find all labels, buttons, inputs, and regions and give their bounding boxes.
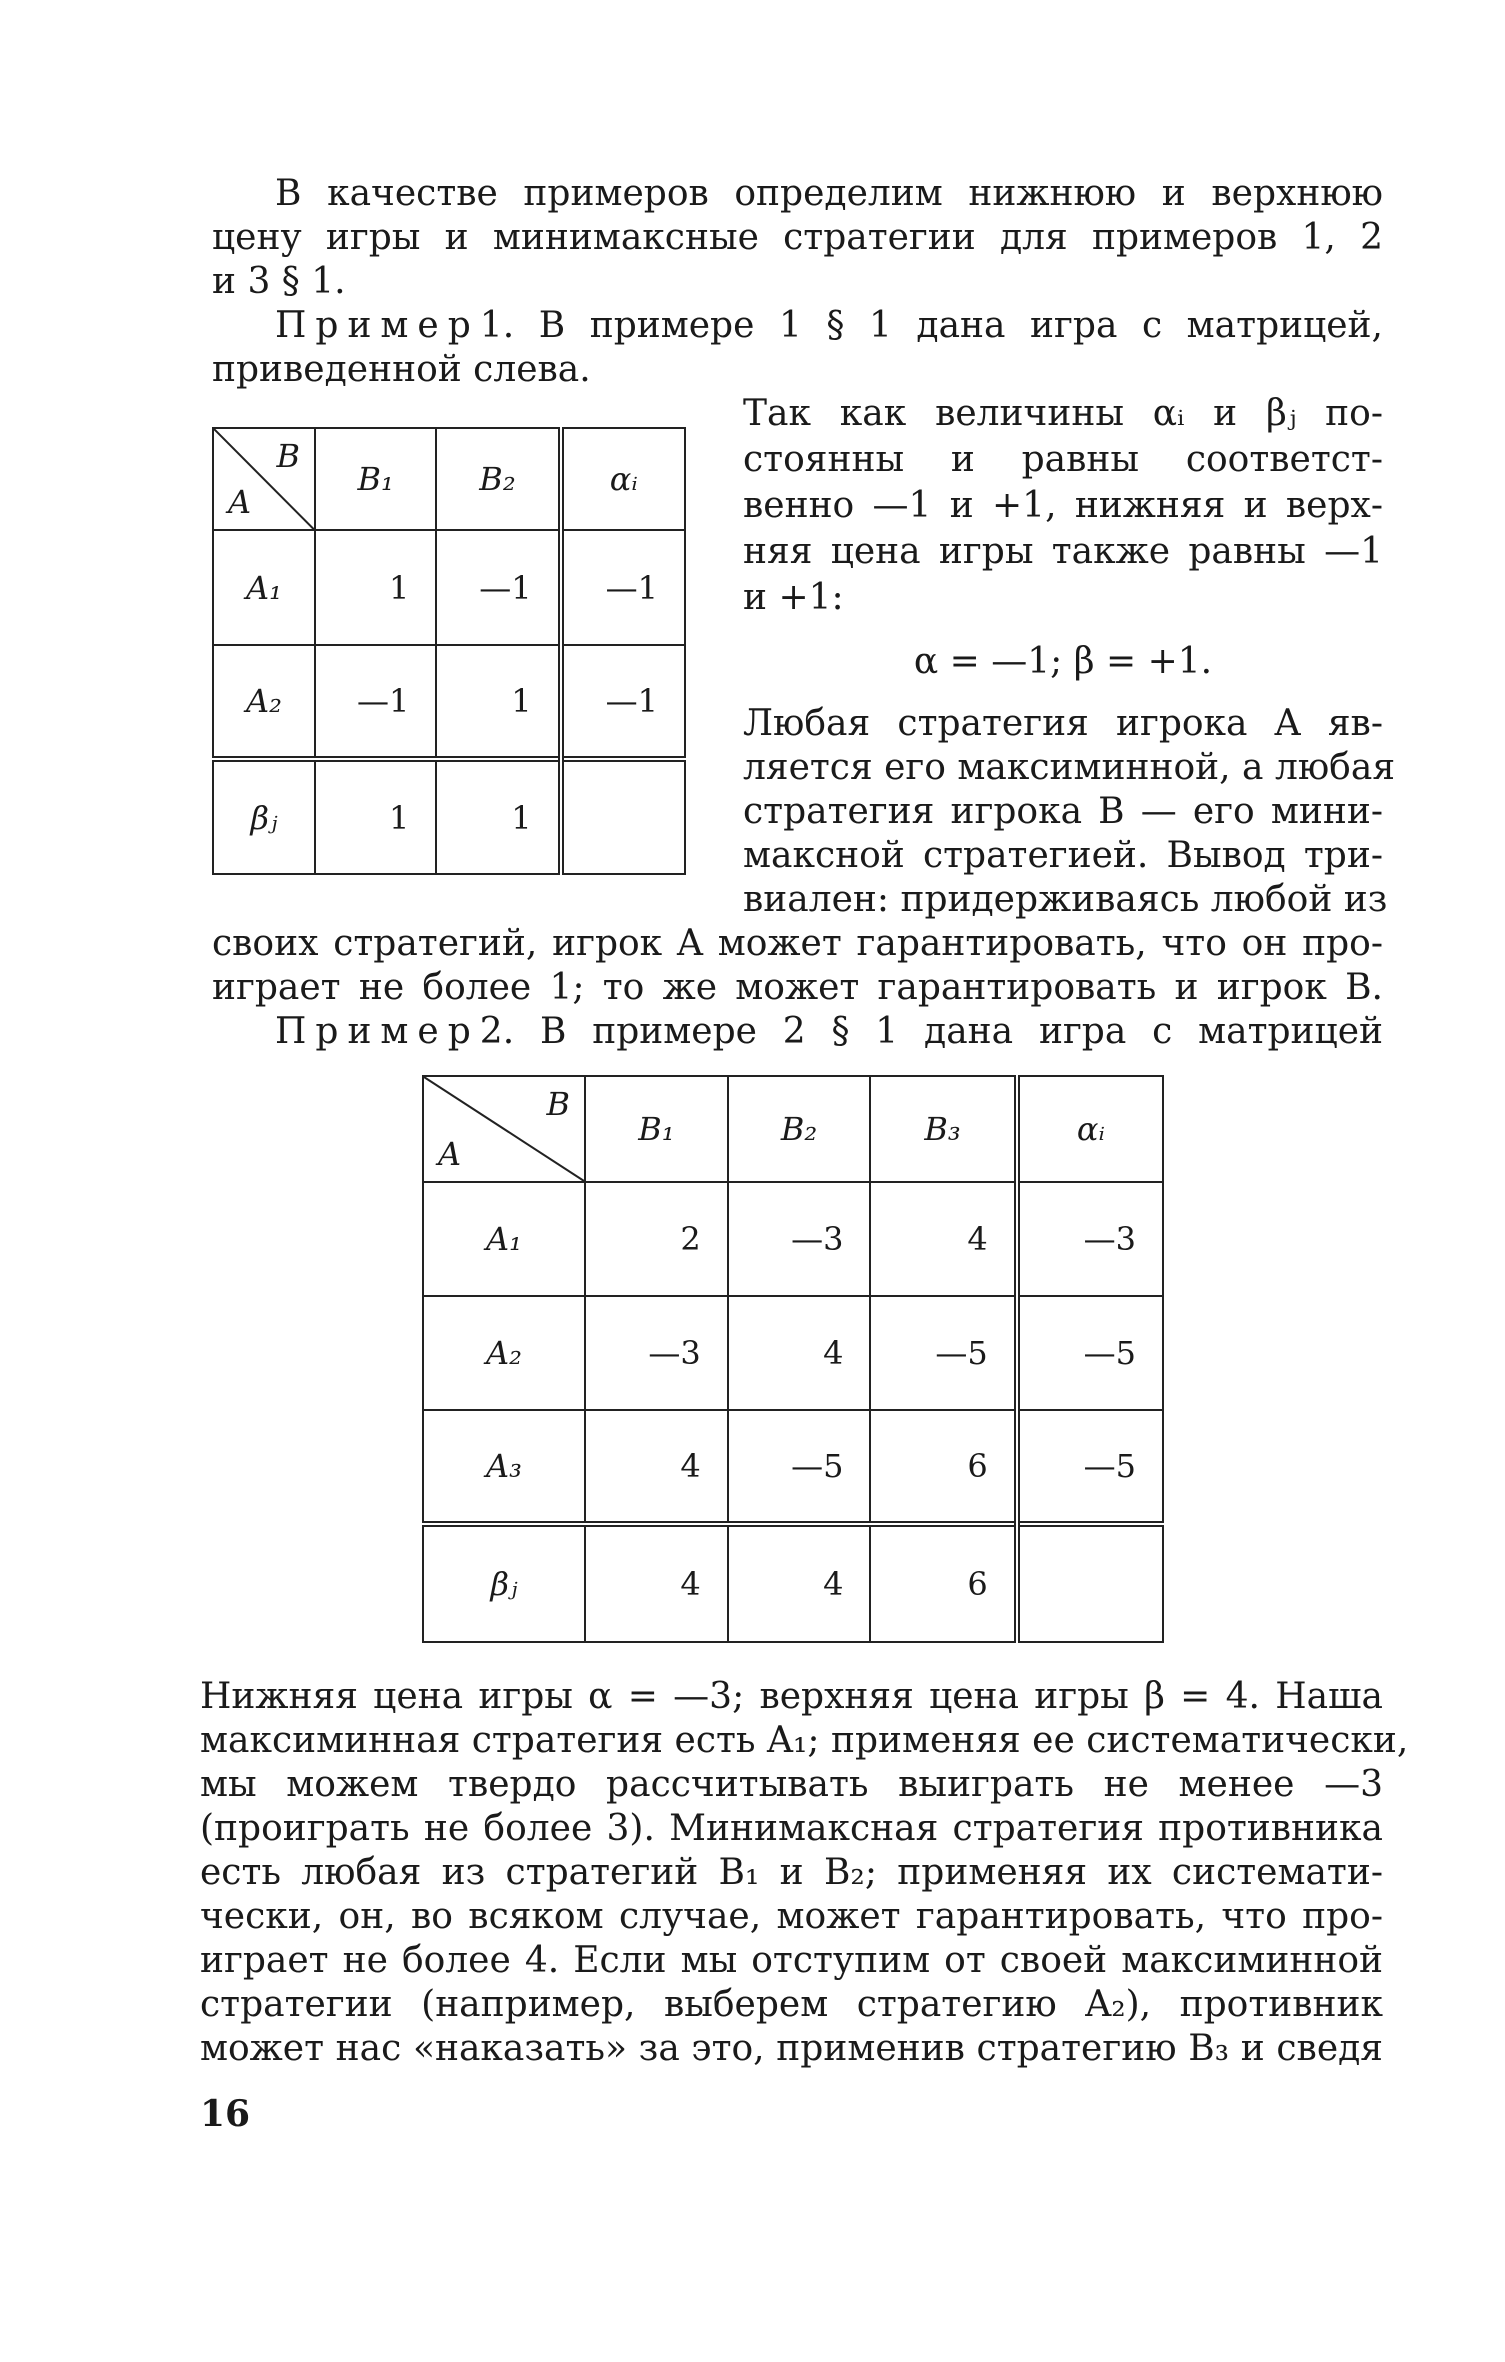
example2-line-1 (275, 1010, 1383, 1054)
example1-after-line: максной стратегией. Вывод три- (743, 835, 1383, 876)
example1-side-line: стоянны и равны соответст- (743, 439, 1383, 480)
example2-after-line: есть любая из стратегий B₁ и B₂; применяя их системати- (200, 1852, 1383, 1893)
matrix2-col-header: B₂ (728, 1076, 871, 1182)
matrix2-corner-a: A (438, 1135, 462, 1173)
matrix2-cell: 4 (728, 1296, 871, 1410)
matrix1-col-header: B₁ (315, 428, 436, 530)
example1-heading: Пример (275, 305, 480, 346)
matrix2-cell: 4 (870, 1182, 1016, 1296)
matrix2-beta-cell: 4 (585, 1524, 728, 1642)
example1-after-line: ляется его максиминной, а любая (743, 747, 1396, 788)
matrix2-col-header: B₁ (585, 1076, 728, 1182)
matrix1-row-label: A₂ (213, 645, 315, 760)
matrix1-alpha-header: αᵢ (561, 428, 685, 530)
example1-side-line: Так как величины αᵢ и βⱼ по- (743, 393, 1383, 434)
intro-line-1: В качестве примеров определим нижнюю и верхнюю (275, 173, 1383, 214)
matrix2-cell: 4 (585, 1410, 728, 1524)
matrix1-alpha-cell: —1 (561, 645, 685, 760)
example1-full-line: играет не более 1; то же может гарантировать и игрок B. (212, 967, 1383, 1008)
matrix1-corner-b: B (276, 437, 300, 475)
matrix1-col-header: B₂ (436, 428, 560, 530)
example2-after-line: Нижняя цена игры α = —3; верхняя цена игры β = 4. Наша (200, 1676, 1383, 1717)
example2-after-line: играет не более 4. Если мы отступим от своей максиминной (200, 1940, 1383, 1981)
matrix1-cell: —1 (436, 530, 560, 645)
matrix2-alpha-header: αᵢ (1017, 1076, 1163, 1182)
example1-line-2: приведенной слева. (212, 349, 591, 390)
matrix2-cell: —3 (728, 1182, 871, 1296)
intro-line-2: цену игры и минимаксные стратегии для примеров 1, 2 (212, 217, 1383, 258)
matrix2-corner-b: B (546, 1085, 570, 1123)
example2-after-line: чески, он, во всяком случае, может гарантировать, что про- (200, 1896, 1383, 1937)
matrix1-cell: 1 (315, 530, 436, 645)
matrix1-alpha-cell: —1 (561, 530, 685, 645)
matrix2-beta-cell: 4 (728, 1524, 871, 1642)
matrix2-corner (423, 1076, 585, 1182)
matrix1-empty-cell (561, 759, 685, 874)
example2-heading: Пример (275, 1011, 480, 1052)
matrix2-empty-cell (1017, 1524, 1163, 1642)
page-number: 16 (200, 2093, 251, 2135)
example1-line-1 (275, 304, 1383, 348)
matrix2-col-header: B₃ (870, 1076, 1016, 1182)
example1-game-matrix (212, 427, 686, 875)
example1-side-line: няя цена игры также равны —1 (743, 531, 1383, 572)
matrix1-beta-cell: 1 (436, 759, 560, 874)
matrix2-alpha-cell: —5 (1017, 1296, 1163, 1410)
example1-after-line: виален: придерживаясь любой из (743, 879, 1388, 920)
example2-after-line: стратегии (например, выберем стратегию A₂), противник (200, 1984, 1383, 2025)
matrix2-alpha-cell: —5 (1017, 1410, 1163, 1524)
matrix2-beta-cell: 6 (870, 1524, 1016, 1642)
matrix2-row-label: A₂ (423, 1296, 585, 1410)
example2-line1-rest: 2. В примере 2 § 1 дана игра с матрицей (479, 1011, 1383, 1052)
matrix2-beta-label: βⱼ (423, 1524, 585, 1642)
matrix2-alpha-cell: —3 (1017, 1182, 1163, 1296)
matrix1-beta-label: βⱼ (213, 759, 315, 874)
example2-after-line: (проиграть не более 3). Минимаксная стратегия противника (200, 1808, 1383, 1849)
matrix2-cell: 6 (870, 1410, 1016, 1524)
matrix1-corner-a: A (228, 483, 252, 522)
example2-after-line: максиминная стратегия есть A₁; применяя ее систематически, (200, 1720, 1409, 1761)
matrix2-cell: —5 (728, 1410, 871, 1524)
matrix1-cell: —1 (315, 645, 436, 760)
matrix1-beta-cell: 1 (315, 759, 436, 874)
matrix2-cell: —3 (585, 1296, 728, 1410)
example1-formula: α = —1; β = +1. (913, 641, 1213, 682)
matrix2-row-label: A₃ (423, 1410, 585, 1524)
example1-side-line: венно —1 и +1, нижняя и верх- (743, 485, 1383, 526)
matrix2-cell: —5 (870, 1296, 1016, 1410)
matrix1-corner (213, 428, 315, 530)
example1-after-line: стратегия игрока B — его мини- (743, 791, 1383, 832)
example2-after-line: может нас «наказать» за это, применив стратегию B₃ и сведя (200, 2028, 1383, 2069)
example1-after-line: Любая стратегия игрока A яв- (743, 703, 1383, 744)
matrix1-row-label: A₁ (213, 530, 315, 645)
example1-side-line: и +1: (743, 577, 844, 618)
example2-game-matrix (422, 1075, 1164, 1643)
example1-full-line: своих стратегий, игрок A может гарантировать, что он про- (212, 923, 1383, 964)
example2-after-line: мы можем твердо рассчитывать выиграть не менее —3 (200, 1764, 1383, 1805)
intro-line-3: и 3 § 1. (212, 261, 346, 302)
matrix2-row-label: A₁ (423, 1182, 585, 1296)
matrix1-cell: 1 (436, 645, 560, 760)
matrix2-cell: 2 (585, 1182, 728, 1296)
example1-line1-rest: 1. В примере 1 § 1 дана игра с матрицей, (479, 305, 1383, 346)
